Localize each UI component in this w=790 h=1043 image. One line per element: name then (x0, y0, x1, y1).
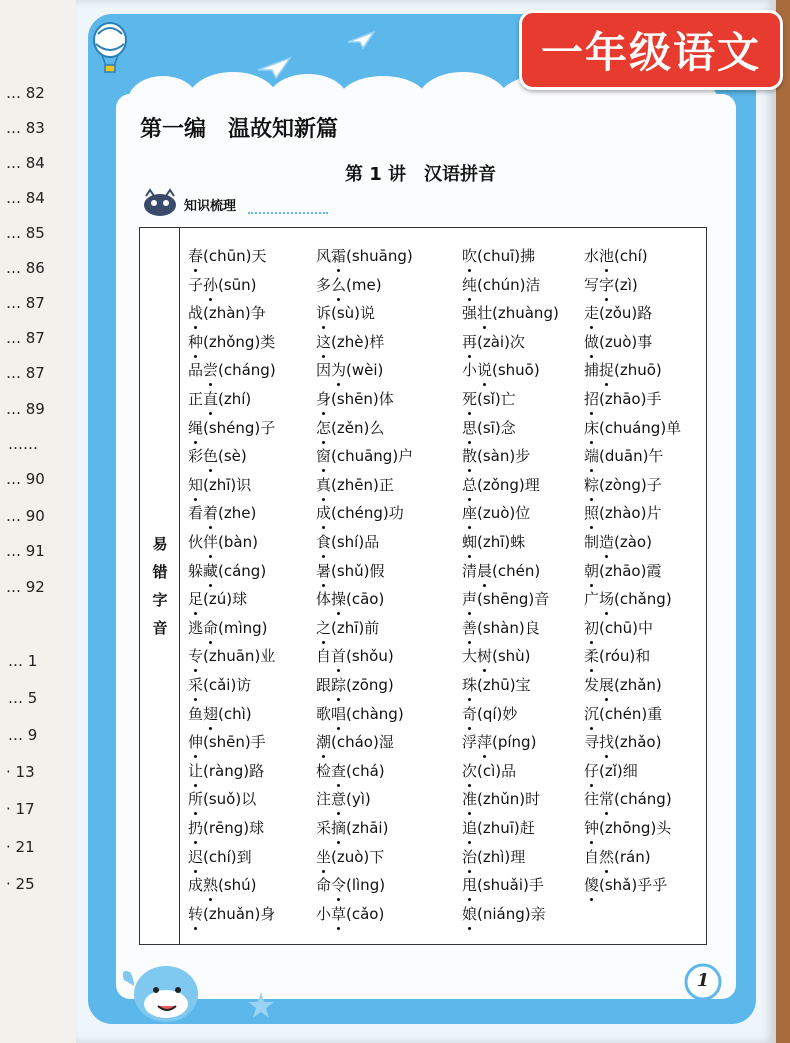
toc-page-ref: … 89 (6, 400, 45, 418)
emphasis-dot (468, 555, 471, 558)
emphasis-dot (590, 526, 593, 529)
toc-page-ref: … 87 (6, 294, 45, 312)
pinyin-word: 成熟(shú) (188, 876, 257, 895)
emphasis-dot (468, 812, 471, 815)
emphasis-dot (483, 383, 486, 386)
emphasis-dot (483, 755, 486, 758)
pinyin-word: 纯(chún)洁 (462, 275, 541, 294)
row-header-cell (140, 228, 180, 944)
pinyin-word: 朝(zhāo)霞 (584, 561, 662, 580)
pinyin-word: 蜘(zhī)蛛 (462, 533, 526, 551)
pinyin-word: 追(zhuī)赶 (462, 819, 535, 837)
pinyin-word: 钟(zhōng)头 (584, 819, 672, 837)
emphasis-dot (322, 641, 325, 644)
emphasis-dot (468, 298, 471, 301)
pinyin-word: 床(chuáng)单 (584, 418, 682, 437)
emphasis-dot (590, 584, 593, 587)
pinyin-word: 子孙(sūn) (188, 275, 257, 294)
emphasis-dot (483, 669, 486, 672)
pinyin-word: 暑(shǔ)假 (316, 561, 385, 580)
pinyin-word: 专(zhuān)业 (188, 647, 276, 666)
emphasis-dot (209, 526, 212, 529)
paper-plane-icon (256, 56, 292, 80)
emphasis-dot (194, 755, 197, 758)
toc-page-ref: … 83 (6, 119, 45, 137)
emphasis-dot (590, 784, 593, 787)
toc-page-ref: · 17 (6, 800, 35, 818)
pinyin-word: 知(zhī)识 (188, 475, 252, 494)
emphasis-dot (590, 727, 593, 730)
pinyin-word: 柔(róu)和 (584, 647, 651, 666)
pronunciation-table (139, 227, 707, 945)
pinyin-word: 彩色(sè) (188, 447, 247, 466)
hot-air-balloon-icon (90, 22, 130, 74)
pinyin-word: 扔(rēng)球 (188, 819, 265, 837)
pinyin-word: 再(zài)次 (462, 332, 525, 351)
emphasis-dot (468, 927, 471, 930)
pinyin-word: 做(zuò)事 (584, 332, 653, 351)
pinyin-word: 命令(lìng) (316, 876, 386, 895)
emphasis-dot (337, 898, 340, 901)
pinyin-word: 死(sǐ)亡 (462, 390, 516, 408)
pinyin-word: 小说(shuō) (462, 361, 540, 380)
emphasis-dot (209, 412, 212, 415)
toc-page-ref: … 84 (6, 189, 45, 207)
pinyin-word: 善(shàn)良 (462, 618, 540, 637)
toc-page-ref: … 87 (6, 329, 45, 347)
emphasis-dot (590, 355, 593, 358)
emphasis-dot (194, 812, 197, 815)
pinyin-word: 采摘(zhāi) (316, 819, 389, 837)
pinyin-word: 跟踪(zōng) (316, 676, 394, 694)
emphasis-dot (468, 641, 471, 644)
emphasis-dot (194, 498, 197, 501)
lesson-title: 第 1 讲 汉语拼音 (345, 164, 497, 185)
grade-subject-badge: 一年级语文 (519, 10, 783, 90)
emphasis-dot (590, 669, 593, 672)
emphasis-dot (605, 269, 608, 272)
pinyin-word: 采(cǎi)访 (188, 676, 252, 694)
toc-page-ref: …… (8, 435, 38, 453)
emphasis-dot (337, 784, 340, 787)
pinyin-word: 甩(shuǎi)手 (462, 876, 544, 895)
pinyin-word: 迟(chí)到 (188, 847, 252, 866)
pinyin-word: 潮(cháo)湿 (316, 733, 394, 752)
emphasis-dot (337, 612, 340, 615)
emphasis-dot (322, 441, 325, 444)
pinyin-word: 看着(zhe) (188, 504, 257, 523)
emphasis-dot (209, 383, 212, 386)
toc-page-ref: … 87 (6, 364, 45, 382)
emphasis-dot (337, 298, 340, 301)
pinyin-word: 检查(chá) (316, 761, 385, 780)
emphasis-dot (605, 298, 608, 301)
toc-page-ref: · 25 (6, 875, 35, 893)
pinyin-word: 食(shí)品 (316, 533, 380, 551)
pinyin-word: 春(chūn)天 (188, 247, 267, 265)
emphasis-dot (468, 526, 471, 529)
pinyin-word: 多么(me) (316, 275, 382, 294)
emphasis-dot (209, 898, 212, 901)
pinyin-word: 走(zǒu)路 (584, 304, 653, 323)
pinyin-word: 制造(zào) (584, 533, 652, 551)
toc-page-ref: … 86 (6, 259, 45, 277)
pinyin-word: 身(shēn)体 (316, 390, 394, 408)
emphasis-dot (194, 269, 197, 272)
pinyin-word: 这(zhè)样 (316, 332, 385, 351)
emphasis-dot (590, 841, 593, 844)
pinyin-word: 伙伴(bàn) (188, 533, 258, 551)
pinyin-word: 足(zú)球 (188, 590, 248, 609)
emphasis-dot (590, 441, 593, 444)
section-label (138, 188, 338, 218)
pinyin-word: 自然(rán) (584, 847, 651, 866)
emphasis-dot (322, 469, 325, 472)
emphasis-dot (209, 555, 212, 558)
section-label-text: 知识梳理 (184, 199, 237, 214)
page-number: 1 (696, 970, 710, 991)
emphasis-dot (468, 727, 471, 730)
part-title: 第一编 温故知新篇 (140, 117, 339, 142)
pinyin-word: 注意(yì) (316, 790, 371, 809)
pinyin-word: 次(cì)品 (462, 761, 517, 780)
pinyin-word: 战(zhàn)争 (188, 304, 266, 323)
pinyin-word: 清晨(chén) (462, 561, 541, 580)
toc-page-ref: … 84 (6, 154, 45, 172)
emphasis-dot (322, 755, 325, 758)
emphasis-dot (194, 355, 197, 358)
emphasis-dot (468, 498, 471, 501)
emphasis-dot (590, 898, 593, 901)
pinyin-word: 强壮(zhuàng) (462, 304, 559, 323)
pinyin-word: 窗(chuāng)户 (316, 447, 414, 466)
emphasis-dot (468, 355, 471, 358)
pinyin-word: 发展(zhǎn) (584, 676, 662, 694)
pinyin-word: 诉(sù)说 (316, 304, 376, 323)
toc-page-ref: … 82 (6, 84, 45, 102)
emphasis-dot (194, 612, 197, 615)
pinyin-word: 广场(chǎng) (584, 590, 672, 609)
toc-page-ref: … 85 (6, 224, 45, 242)
emphasis-dot (194, 698, 197, 701)
pinyin-word: 风霜(shuāng) (316, 247, 413, 265)
emphasis-dot (590, 641, 593, 644)
pinyin-word: 傻(shǎ)乎乎 (584, 876, 668, 895)
toc-page-ref: … 5 (8, 689, 38, 707)
emphasis-dot (605, 812, 608, 815)
pinyin-word: 躲藏(cáng) (188, 561, 267, 580)
emphasis-dot (468, 898, 471, 901)
pinyin-word: 逃命(mìng) (188, 618, 268, 637)
pinyin-word: 珠(zhū)宝 (462, 676, 531, 694)
pinyin-word: 声(shēng)音 (462, 590, 550, 609)
toc-page-ref: … 90 (6, 507, 45, 525)
pinyin-word: 散(sàn)步 (462, 447, 531, 466)
emphasis-dot (605, 383, 608, 386)
emphasis-dot (337, 383, 340, 386)
emphasis-dot (483, 326, 486, 329)
emphasis-dot (468, 269, 471, 272)
emphasis-dot (590, 326, 593, 329)
pinyin-word: 沉(chén)重 (584, 704, 663, 723)
emphasis-dot (209, 641, 212, 644)
emphasis-dot (337, 927, 340, 930)
emphasis-dot (194, 841, 197, 844)
pinyin-word: 招(zhāo)手 (584, 390, 662, 408)
emphasis-dot (483, 584, 486, 587)
emphasis-dot (337, 841, 340, 844)
pinyin-word: 捕捉(zhuō) (584, 361, 662, 380)
emphasis-dot (322, 355, 325, 358)
pinyin-word: 准(zhǔn)时 (462, 790, 541, 809)
toc-page-ref: · 21 (6, 838, 35, 856)
pinyin-word: 鱼翅(chì) (188, 704, 252, 723)
pinyin-word: 寻找(zhǎo) (584, 733, 662, 752)
row-header-text: 易 错 字 音 (152, 535, 168, 637)
emphasis-dot (322, 326, 325, 329)
pinyin-word: 成(chéng)功 (316, 504, 404, 523)
pinyin-word: 怎(zěn)么 (316, 418, 385, 437)
toc-page-ref: … 9 (8, 726, 38, 744)
emphasis-dot (322, 555, 325, 558)
pinyin-word: 初(chū)中 (584, 618, 653, 637)
pinyin-word: 仔(zǐ)细 (584, 761, 638, 780)
pinyin-word: 坐(zuò)下 (316, 847, 385, 866)
emphasis-dot (337, 698, 340, 701)
emphasis-dot (605, 555, 608, 558)
pinyin-word: 因为(wèi) (316, 361, 384, 380)
emphasis-dot (194, 669, 197, 672)
emphasis-dot (590, 412, 593, 415)
pinyin-word: 总(zǒng)理 (462, 475, 540, 494)
pinyin-word: 真(zhēn)正 (316, 475, 394, 494)
emphasis-dot (468, 412, 471, 415)
pinyin-word: 写字(zì) (584, 275, 638, 294)
dotted-underline (248, 212, 328, 214)
emphasis-dot (194, 870, 197, 873)
emphasis-dot (194, 927, 197, 930)
emphasis-dot (468, 841, 471, 844)
pinyin-word: 端(duān)午 (584, 447, 664, 466)
emphasis-dot (590, 498, 593, 501)
pinyin-word: 照(zhào)片 (584, 504, 662, 523)
cartoon-character-icon (138, 188, 182, 218)
emphasis-dot (337, 812, 340, 815)
emphasis-dot (337, 669, 340, 672)
emphasis-dot (468, 612, 471, 615)
emphasis-dot (337, 727, 340, 730)
pinyin-word: 体操(cāo) (316, 590, 385, 609)
pinyin-word: 歌唱(chàng) (316, 704, 404, 723)
emphasis-dot (322, 870, 325, 873)
pinyin-word: 思(sī)念 (462, 418, 516, 437)
page-number-badge (683, 962, 723, 1002)
pinyin-word: 大树(shù) (462, 647, 531, 666)
emphasis-dot (468, 870, 471, 873)
emphasis-dot (194, 441, 197, 444)
emphasis-dot (209, 298, 212, 301)
pinyin-word: 治(zhì)理 (462, 847, 526, 866)
whale-icon (120, 950, 210, 1028)
pinyin-word: 种(zhǒng)类 (188, 332, 276, 351)
pinyin-word: 转(zhuǎn)身 (188, 904, 276, 923)
emphasis-dot (468, 784, 471, 787)
emphasis-dot (322, 498, 325, 501)
emphasis-dot (468, 698, 471, 701)
emphasis-dot (468, 469, 471, 472)
pinyin-word: 品尝(cháng) (188, 361, 276, 380)
emphasis-dot (322, 412, 325, 415)
pinyin-word: 让(ràng)路 (188, 761, 265, 780)
emphasis-dot (194, 326, 197, 329)
pinyin-word: 伸(shēn)手 (188, 733, 266, 752)
emphasis-dot (468, 441, 471, 444)
emphasis-dot (209, 469, 212, 472)
pinyin-word: 所(suǒ)以 (188, 790, 257, 809)
pinyin-word: 座(zuò)位 (462, 504, 531, 523)
toc-page-ref: … 90 (6, 470, 45, 488)
emphasis-dot (605, 612, 608, 615)
pinyin-word: 吹(chuī)拂 (462, 247, 536, 265)
toc-page-ref: … 1 (8, 652, 38, 670)
toc-page-ref: · 13 (6, 763, 35, 781)
emphasis-dot (337, 269, 340, 272)
pinyin-word: 往常(cháng) (584, 790, 672, 809)
emphasis-dot (194, 784, 197, 787)
pinyin-word: 奇(qí)妙 (462, 704, 518, 723)
emphasis-dot (322, 526, 325, 529)
pinyin-word: 小草(cǎo) (316, 904, 385, 923)
emphasis-dot (209, 727, 212, 730)
pinyin-word: 绳(shéng)子 (188, 418, 276, 437)
emphasis-dot (590, 469, 593, 472)
starfish-icon (246, 990, 276, 1020)
emphasis-dot (209, 584, 212, 587)
pinyin-word: 浮萍(píng) (462, 733, 537, 752)
pinyin-word: 娘(niáng)亲 (462, 904, 546, 923)
pinyin-word: 自首(shǒu) (316, 647, 394, 666)
pinyin-word: 之(zhī)前 (316, 618, 380, 637)
emphasis-dot (605, 755, 608, 758)
pinyin-word: 水池(chí) (584, 247, 648, 265)
toc-page-ref: … 91 (6, 542, 45, 560)
pinyin-word: 粽(zòng)子 (584, 475, 662, 494)
emphasis-dot (605, 698, 608, 701)
emphasis-dot (322, 584, 325, 587)
pinyin-word: 正直(zhí) (188, 390, 252, 408)
emphasis-dot (605, 870, 608, 873)
toc-page-ref: … 92 (6, 578, 45, 596)
paper-plane-icon (346, 30, 376, 50)
